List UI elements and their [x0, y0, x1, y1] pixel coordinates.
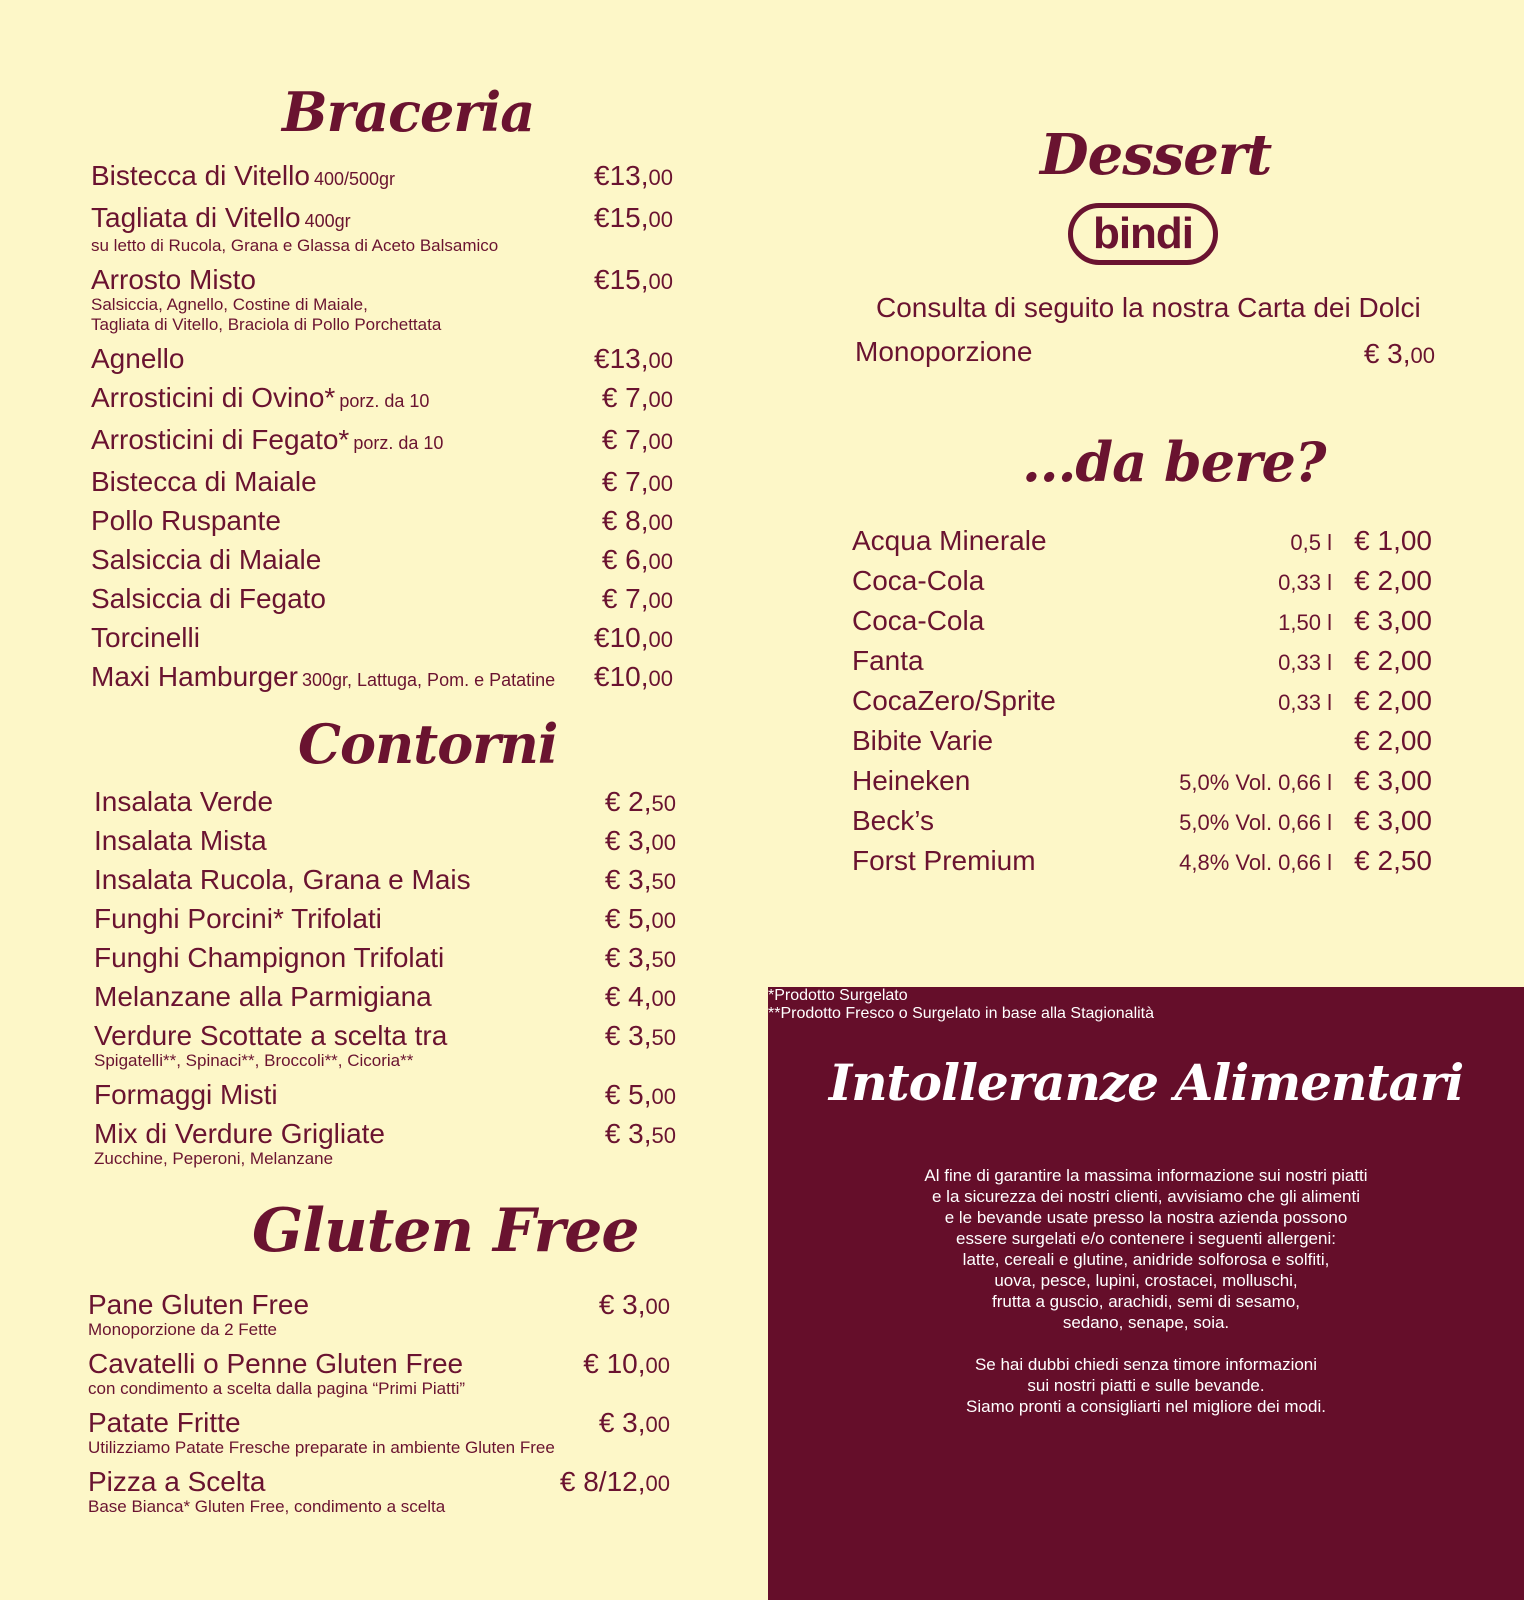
price-cents: 00	[1400, 645, 1432, 676]
menu-item	[91, 583, 673, 615]
price-main: € 3,	[604, 825, 652, 856]
item-name-text: Pizza a Scelta	[88, 1466, 266, 1497]
item-name-text: Mix di Verdure Grigliate	[94, 1118, 386, 1149]
price-main: €15,	[594, 202, 649, 233]
item-price	[605, 786, 676, 820]
drink-item	[852, 725, 1432, 765]
drink-size: 1,50 l	[1278, 610, 1332, 635]
item-price	[605, 1020, 676, 1054]
price-cents: 50	[651, 791, 676, 816]
intolleranze-text-1: Al fine di garantire la massima informazione sui nostri piatti e la sicurezza dei nostri clienti, avvisiamo che gli alimenti e le bevande usate presso la nostra azienda possono essere surgelati e/o contenere i seguenti allergeni: latte, cereali e glutine, anidride solforosa e solfiti, uova, pesce, lupini, crostacei, molluschi, frutta a guscio, arachidi, semi di sesamo, sedano, senape, soia.	[924, 1166, 1368, 1332]
item-name	[94, 864, 676, 896]
braceria-title: Braceria	[282, 80, 535, 144]
item-name-text: Patate Fritte	[88, 1407, 241, 1438]
item-price	[605, 825, 676, 859]
drink-item	[852, 765, 1432, 805]
item-price	[605, 981, 676, 1015]
item-note: 400/500gr	[313, 169, 396, 189]
drink-price	[1354, 725, 1432, 757]
item-name-text: Funghi Porcini* Trifolati	[94, 903, 382, 934]
item-name-text: Verdure Scottate a scelta tra	[94, 1020, 448, 1051]
price-cents: 00	[648, 207, 673, 232]
item-price	[605, 1118, 676, 1152]
price-main: € 3,	[604, 1118, 652, 1149]
gluten-free-list	[88, 1289, 670, 1525]
price-main: €15,	[594, 264, 649, 295]
item-name-text: Arrosto Misto	[91, 264, 256, 295]
menu-item	[94, 1079, 676, 1111]
item-name	[91, 544, 673, 576]
drink-item	[852, 845, 1432, 885]
item-name-text: Formaggi Misti	[94, 1079, 278, 1110]
drink-name: CocaZero/Sprite	[852, 685, 1056, 716]
menu-item	[91, 466, 673, 498]
price-main: €13,	[594, 160, 649, 191]
menu-item	[94, 942, 676, 974]
monoporzione-label: Monoporzione	[855, 336, 1033, 367]
item-name	[94, 786, 676, 818]
item-price	[602, 583, 673, 617]
drink-name: Forst Premium	[852, 845, 1036, 876]
dessert-title: Dessert	[1040, 122, 1272, 188]
price-main: € 2,	[1354, 565, 1401, 596]
menu-item	[88, 1348, 670, 1399]
drink-item	[852, 645, 1432, 685]
item-price	[594, 202, 673, 236]
item-name	[91, 583, 673, 615]
item-name	[91, 160, 673, 195]
item-name	[91, 343, 673, 375]
item-name	[88, 1289, 670, 1321]
price-main: €13,	[594, 343, 649, 374]
menu-item	[88, 1289, 670, 1340]
price-cents: 00	[1400, 805, 1432, 836]
drink-name: Coca-Cola	[852, 565, 985, 596]
price-main: € 7,	[601, 424, 649, 455]
price-cents: 00	[1400, 765, 1432, 796]
menu-item	[91, 202, 673, 256]
price-cents: 00	[651, 908, 676, 933]
item-name-text: Melanzane alla Parmigiana	[94, 981, 432, 1012]
drink-size: 4,8% Vol. 0,66 l	[1179, 850, 1332, 875]
right-column	[760, 0, 1524, 1600]
item-description: Monoporzione da 2 Fette	[88, 1320, 278, 1339]
price-cents: 00	[648, 269, 673, 294]
drink-item	[852, 685, 1432, 725]
item-price	[605, 903, 676, 937]
price-main: € 3,	[1354, 605, 1401, 636]
price-cents: 00	[648, 588, 673, 613]
item-price	[594, 622, 673, 656]
price-main: € 3,	[598, 1407, 646, 1438]
item-name	[91, 661, 673, 696]
drink-size: 0,33 l	[1278, 570, 1332, 595]
item-price	[594, 264, 673, 298]
price-cents: 00	[651, 830, 676, 855]
price-cents: 00	[648, 471, 673, 496]
intolleranze-text-2: Se hai dubbi chiedi senza timore informazioni sui nostri piatti e sulle bevande. Siamo pronti a consigliarti nel migliore dei modi.	[966, 1355, 1326, 1416]
drink-price	[1354, 645, 1432, 677]
item-price	[605, 942, 676, 976]
item-name-text: Insalata Rucola, Grana e Mais	[94, 864, 471, 895]
drink-item	[852, 605, 1432, 645]
item-name-text: Arrosticini di Fegato*	[91, 424, 350, 455]
price-cents: 00	[648, 627, 673, 652]
drink-size: 0,33 l	[1278, 690, 1332, 715]
item-price	[594, 160, 673, 194]
item-name-text: Salsiccia di Maiale	[91, 544, 322, 575]
drink-size: 0,33 l	[1278, 650, 1332, 675]
price-cents: 00	[648, 387, 673, 412]
item-name	[91, 622, 673, 654]
drink-price	[1354, 565, 1432, 597]
item-note: porz. da 10	[339, 391, 430, 411]
item-name-text: Funghi Champignon Trifolati	[94, 942, 445, 973]
price-main: € 6,	[601, 544, 649, 575]
item-price	[602, 505, 673, 539]
price-main: € 7,	[601, 466, 649, 497]
item-name	[94, 942, 676, 974]
da-bere-title: ...da bere?	[1022, 430, 1326, 494]
price-cents: 00	[1400, 725, 1432, 756]
price-cents: 00	[645, 1471, 670, 1496]
item-price	[605, 1079, 676, 1113]
item-name-text: Tagliata di Vitello	[91, 202, 301, 233]
contorni-list	[94, 786, 676, 1177]
price-main: € 3,	[604, 1020, 652, 1051]
drink-price	[1354, 765, 1432, 797]
drink-name: Acqua Minerale	[852, 525, 1047, 556]
drink-name: Fanta	[852, 645, 924, 676]
item-name	[94, 981, 676, 1013]
price-cents: 50	[651, 869, 676, 894]
drink-name: Bibite Varie	[852, 725, 994, 756]
menu-item	[91, 544, 673, 576]
menu-item	[91, 382, 673, 417]
item-description: Utilizziamo Patate Fresche preparate in ambiente Gluten Free	[88, 1438, 555, 1457]
bindi-logo: bindi	[1068, 203, 1218, 265]
drink-price	[1354, 685, 1432, 717]
drink-price	[1354, 605, 1432, 637]
item-price	[560, 1466, 670, 1500]
price-cents: 00	[651, 1084, 676, 1109]
note-fresco-surgelato: **Prodotto Fresco o Surgelato in base alla Stagionalità	[768, 1005, 1155, 1022]
menu-item	[94, 1020, 676, 1071]
item-note: 400gr	[304, 211, 351, 231]
price-cents: 00	[1400, 605, 1432, 636]
menu-item	[94, 903, 676, 935]
item-name-text: Pollo Ruspante	[91, 505, 281, 536]
item-name	[94, 1079, 676, 1111]
item-description: Salsiccia, Agnello, Costine di Maiale, Tagliata di Vitello, Braciola di Pollo Porchettata	[91, 295, 442, 334]
item-name-text: Agnello	[91, 343, 185, 374]
item-name-text: Pane Gluten Free	[88, 1289, 310, 1320]
menu-item	[94, 864, 676, 896]
price-cents: 00	[648, 666, 673, 691]
item-price	[602, 424, 673, 458]
price-cents: 50	[651, 1123, 676, 1148]
price-main: € 7,	[601, 382, 649, 413]
price-main: € 3,	[1354, 805, 1401, 836]
drink-name: Heineken	[852, 765, 971, 796]
menu-item	[91, 505, 673, 537]
drink-size: 5,0% Vol. 0,66 l	[1179, 810, 1332, 835]
price-cents: 00	[1400, 685, 1432, 716]
item-price	[602, 466, 673, 500]
price-main: € 2,	[604, 786, 652, 817]
price-cents: 00	[648, 165, 673, 190]
item-name-text: Bistecca di Vitello	[91, 160, 310, 191]
price-main: € 2,	[1354, 645, 1401, 676]
price-main: € 3,	[598, 1289, 646, 1320]
item-name	[94, 903, 676, 935]
menu-item	[94, 981, 676, 1013]
price-main: € 8,	[601, 505, 649, 536]
price-main: € 5,	[604, 1079, 652, 1110]
item-price	[605, 864, 676, 898]
menu-item	[91, 424, 673, 459]
item-name	[91, 382, 673, 417]
menu-item	[91, 264, 673, 335]
note-surgelato: *Prodotto Surgelato	[768, 987, 908, 1004]
price-main: €10,	[594, 661, 649, 692]
intolleranze-box	[768, 987, 1524, 1600]
item-price	[599, 1407, 670, 1441]
menu-item	[91, 661, 673, 696]
price-main: € 3,	[604, 864, 652, 895]
drink-name: Coca-Cola	[852, 605, 985, 636]
item-description: Base Bianca* Gluten Free, condimento a scelta	[88, 1497, 446, 1516]
menu-item	[91, 343, 673, 375]
item-name-text: Cavatelli o Penne Gluten Free	[88, 1348, 464, 1379]
price-cents: 00	[645, 1412, 670, 1437]
price-main: €10,	[594, 622, 649, 653]
item-description: su letto di Rucola, Grana e Glassa di Aceto Balsamico	[91, 236, 499, 255]
price-cents: 50	[651, 1025, 676, 1050]
price-cents: 50	[1400, 845, 1432, 876]
drink-name: Beck’s	[852, 805, 934, 836]
item-description: Spigatelli**, Spinaci**, Broccoli**, Cicoria**	[94, 1051, 414, 1070]
drink-item	[852, 805, 1432, 845]
drinks-list	[852, 525, 1432, 885]
item-name	[94, 1020, 676, 1052]
menu-item	[94, 1118, 676, 1169]
item-price	[602, 544, 673, 578]
dessert-note: Consulta di seguito la nostra Carta dei Dolci	[876, 292, 1421, 323]
menu-item	[91, 622, 673, 654]
item-price	[602, 382, 673, 416]
drink-price	[1354, 845, 1432, 877]
price-main: € 5,	[604, 903, 652, 934]
drink-size: 5,0% Vol. 0,66 l	[1179, 770, 1332, 795]
price-main: € 3,	[1354, 765, 1401, 796]
price-main: € 2,	[1354, 845, 1401, 876]
price-cents: 00	[645, 1353, 670, 1378]
item-name	[88, 1407, 670, 1439]
item-price	[594, 661, 673, 695]
menu-item	[91, 160, 673, 195]
item-name-text: Torcinelli	[91, 622, 200, 653]
monoporzione-price: € 3,00	[1363, 338, 1435, 369]
item-name-text: Insalata Mista	[94, 825, 267, 856]
price-main: € 2,	[1354, 685, 1401, 716]
price-main: € 1,	[1354, 525, 1401, 556]
item-note: porz. da 10	[353, 433, 444, 453]
braceria-list	[91, 160, 673, 703]
item-name	[91, 202, 673, 237]
price-cents: 00	[648, 549, 673, 574]
item-name-text: Insalata Verde	[94, 786, 274, 817]
item-name-text: Bistecca di Maiale	[91, 466, 317, 497]
price-cents: 00	[648, 510, 673, 535]
item-name	[91, 264, 673, 296]
price-cents: 00	[648, 348, 673, 373]
drink-item	[852, 565, 1432, 605]
drink-price	[1354, 525, 1432, 557]
price-cents: 00	[1400, 565, 1432, 596]
item-name	[91, 424, 673, 459]
contorni-title: Contorni	[298, 712, 558, 776]
menu-item	[88, 1466, 670, 1517]
price-main: € 10,	[583, 1348, 646, 1379]
item-price	[583, 1348, 670, 1382]
item-name-text: Salsiccia di Fegato	[91, 583, 327, 614]
item-note: 300gr, Lattuga, Pom. e Patatine	[301, 670, 556, 690]
price-cents: 00	[1400, 525, 1432, 556]
item-description: con condimento a scelta dalla pagina “Primi Piatti”	[88, 1379, 466, 1398]
drink-item	[852, 525, 1432, 565]
monoporzione-row	[855, 336, 1435, 368]
menu-item	[94, 825, 676, 857]
price-main: € 2,	[1354, 725, 1401, 756]
price-main: € 7,	[601, 583, 649, 614]
price-main: € 4,	[604, 981, 652, 1012]
price-cents: 50	[651, 947, 676, 972]
gluten-free-title: Gluten Free	[252, 1196, 639, 1266]
item-name	[91, 466, 673, 498]
item-name	[94, 1118, 676, 1150]
menu-item	[94, 786, 676, 818]
item-name-text: Maxi Hamburger	[91, 661, 298, 692]
item-price	[594, 343, 673, 377]
price-cents: 00	[651, 986, 676, 1011]
item-name	[94, 825, 676, 857]
drink-price	[1354, 805, 1432, 837]
item-name-text: Arrosticini di Ovino*	[91, 382, 336, 413]
price-cents: 00	[645, 1294, 670, 1319]
menu-item	[88, 1407, 670, 1458]
price-main: € 3,	[604, 942, 652, 973]
price-main: € 8/12,	[559, 1466, 646, 1497]
price-cents: 00	[648, 429, 673, 454]
item-name	[91, 505, 673, 537]
item-description: Zucchine, Peperoni, Melanzane	[94, 1149, 334, 1168]
intolleranze-title: Intolleranze Alimentari	[828, 1053, 1464, 1112]
left-column	[0, 0, 760, 1600]
drink-size: 0,5 l	[1290, 530, 1332, 555]
item-price	[599, 1289, 670, 1323]
